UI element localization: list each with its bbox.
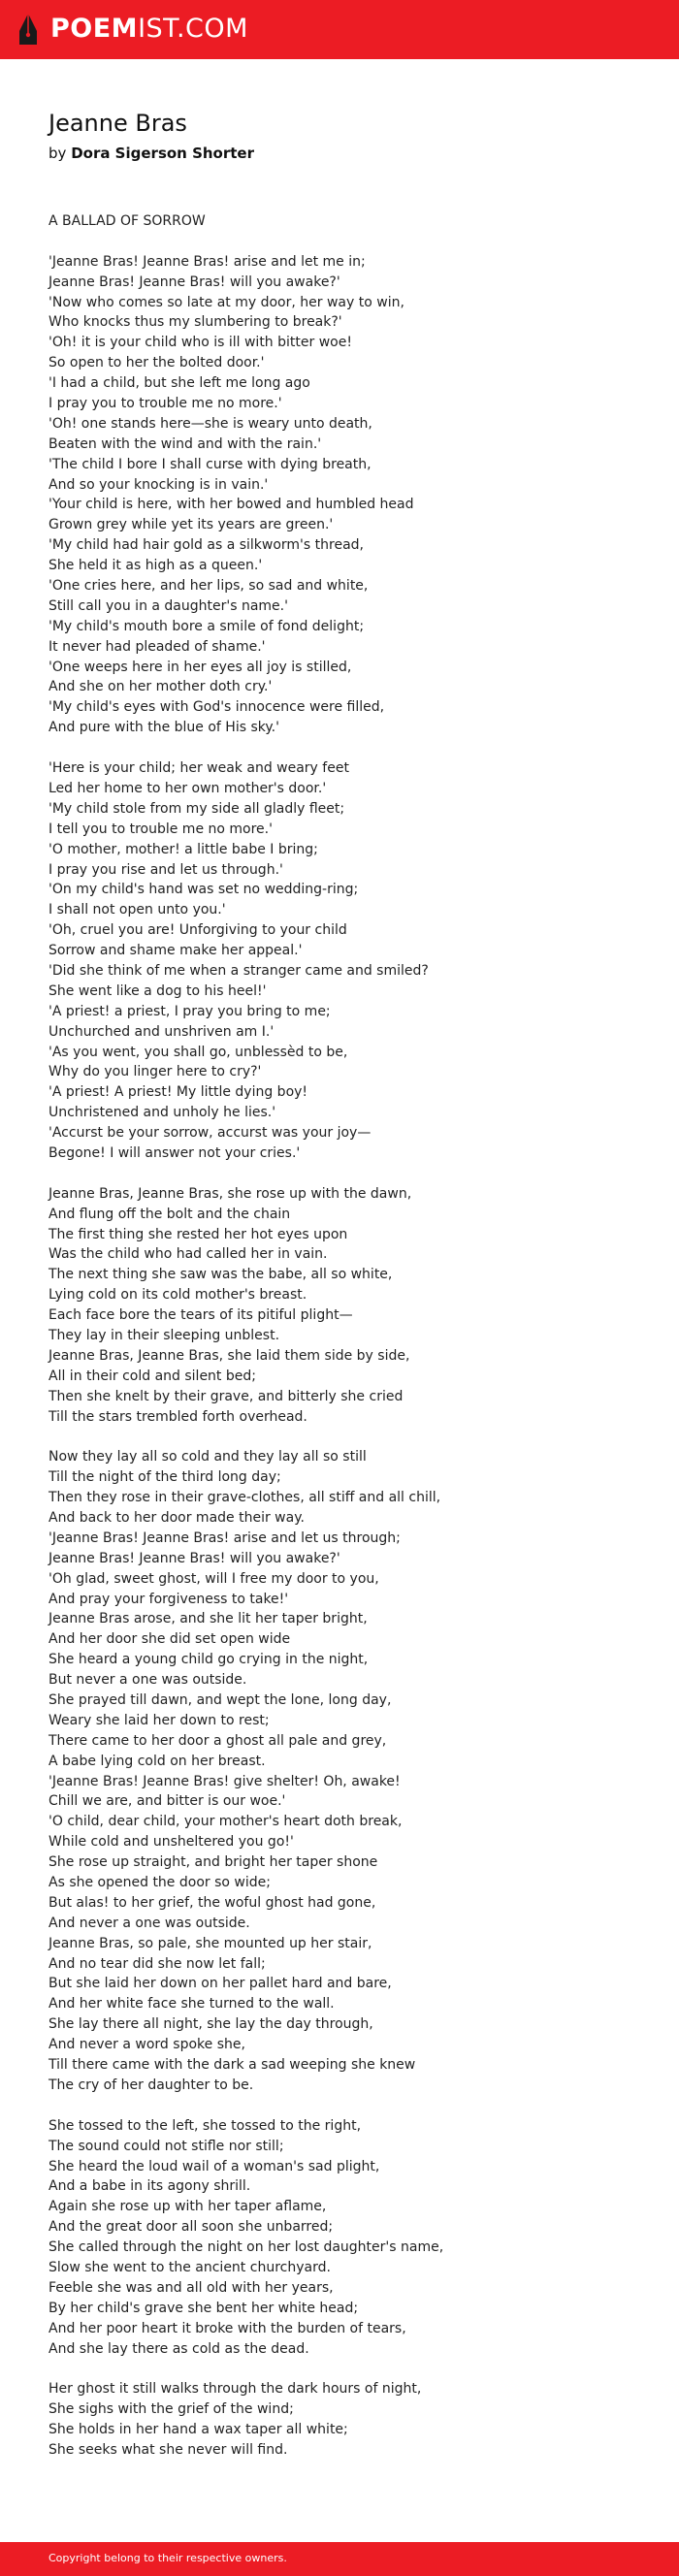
poem-line: As she opened the door so wide; xyxy=(48,1875,271,1891)
poem-line: Sorrow and shame make her appeal.' xyxy=(48,943,303,959)
poem-line: And her door she did set open wide xyxy=(48,1631,291,1648)
poem-line: Jeanne Bras, so pale, she mounted up her stair, xyxy=(48,1935,372,1951)
poem-line: I tell you to trouble me no more.' xyxy=(48,821,273,837)
poem-line: She lay there all night, she lay the day through, xyxy=(48,2016,373,2033)
poem-line: 'One cries here, and her lips, so sad and white, xyxy=(48,578,369,595)
poem-line: It never had pleaded of shame.' xyxy=(48,638,266,655)
poem-line: Chill we are, and bitter is our woe.' xyxy=(48,1793,286,1810)
poem-line: 'I had a child, but she left me long ago xyxy=(48,375,310,392)
poem-line: 'Oh! it is your child who is ill with bitter woe! xyxy=(48,335,352,351)
poem-line: While cold and unsheltered you go!' xyxy=(48,1834,294,1851)
poem-line: 'A priest! A priest! My little dying boy! xyxy=(48,1084,308,1101)
poem-line: A BALLAD OF SORROW xyxy=(48,213,206,229)
poem-line: I pray you rise and let us through.' xyxy=(48,861,283,878)
poem-line: 'Accurst be your sorrow, accurst was your joy— xyxy=(48,1125,372,1142)
site-logo[interactable] xyxy=(50,14,248,45)
poem-line: Till there came with the dark a sad weeping she knew xyxy=(48,2057,416,2074)
poem-line: But never a one was outside. xyxy=(48,1672,247,1689)
poem-line: And she on her mother doth cry.' xyxy=(48,679,273,695)
poem-line: Then she knelt by their grave, and bitterly she cried xyxy=(48,1388,404,1404)
poem-line: Till the night of the third long day; xyxy=(48,1469,281,1486)
poem-line: Till the stars trembled forth overhead. xyxy=(48,1408,307,1425)
poem-line: She prayed till dawn, and wept the lone, long day, xyxy=(48,1692,392,1709)
author-name: Dora Sigerson Shorter xyxy=(71,145,254,162)
poem-line: Grown grey while yet its years are green.' xyxy=(48,517,334,533)
poem-line: So open to her the bolted door.' xyxy=(48,355,265,371)
poem-line: And never a one was outside. xyxy=(48,1915,250,1931)
poem-line: Jeanne Bras, Jeanne Bras, she rose up with the dawn, xyxy=(48,1185,412,1202)
poem-line: Jeanne Bras! Jeanne Bras! will you awake?' xyxy=(48,1550,340,1566)
poem-line: And so your knocking is in vain.' xyxy=(48,476,269,493)
poem-line: And pure with the blue of His sky.' xyxy=(48,720,279,736)
poem-line: And flung off the bolt and the chain xyxy=(48,1206,291,1222)
poem-line: Why do you linger here to cry?' xyxy=(48,1064,262,1080)
poem-line: The first thing she rested her hot eyes upon xyxy=(48,1226,348,1242)
poem-line: 'My child's eyes with God's innocence were filled, xyxy=(48,699,385,716)
poem-body xyxy=(48,211,650,2461)
poem-line: And never a word spoke she, xyxy=(48,2037,245,2053)
poem-line: And pray your forgiveness to take!' xyxy=(48,1591,289,1607)
poem-line: She heard a young child go crying in the night, xyxy=(48,1652,369,1668)
poem-line: 'Oh! one stands here—she is weary unto death, xyxy=(48,415,372,432)
pen-nib-icon[interactable] xyxy=(17,12,39,48)
poem-line: But she laid her down on her pallet hard and bare, xyxy=(48,1976,392,1992)
poem-line: But alas! to her grief, the woful ghost had gone, xyxy=(48,1894,376,1911)
poem-line: By her child's grave she bent her white head; xyxy=(48,2300,359,2316)
poem-line: 'My child's mouth bore a smile of fond delight; xyxy=(48,618,365,634)
poem-line: She called through the night on her lost daughter's name, xyxy=(48,2239,444,2256)
poem-line: The sound could not stifle nor still; xyxy=(48,2138,284,2154)
poem-line: Was the child who had called her in vain. xyxy=(48,1246,328,1263)
stanza-break xyxy=(48,2359,650,2379)
poem-line: The cry of her daughter to be. xyxy=(48,2077,254,2093)
poem-title: Jeanne Bras xyxy=(48,110,187,137)
logo-light-text: IST.COM xyxy=(138,14,248,44)
poem-line: And no tear did she now let fall; xyxy=(48,1955,266,1972)
by-label: by xyxy=(48,145,67,162)
poem-line: She rose up straight, and bright her taper shone xyxy=(48,1854,378,1871)
byline xyxy=(48,144,254,163)
poem-line: All in their cold and silent bed; xyxy=(48,1368,256,1384)
poem-line: 'On my child's hand was set no wedding-ring; xyxy=(48,882,359,898)
poem-line: Who knocks thus my slumbering to break?' xyxy=(48,314,342,331)
poem-line: Weary she laid her down to rest; xyxy=(48,1712,270,1728)
stanza-break xyxy=(48,1427,650,1447)
poem-line: Begone! I will answer not your cries.' xyxy=(48,1144,301,1161)
poem-line: 'Jeanne Bras! Jeanne Bras! give shelter! Oh, awake! xyxy=(48,1773,401,1789)
poem-line: 'Your child is here, with her bowed and humbled head xyxy=(48,497,414,513)
poem-line: Beaten with the wind and with the rain.' xyxy=(48,435,322,452)
poem-line: 'My child stole from my side all gladly fleet; xyxy=(48,800,345,817)
poem-line: 'Oh, cruel you are! Unforgiving to your child xyxy=(48,922,347,939)
poem-line: Jeanne Bras arose, and she lit her taper bright, xyxy=(48,1611,368,1627)
site-header xyxy=(0,0,679,59)
stanza-break xyxy=(48,1164,650,1184)
poem-line: 'The child I bore I shall curse with dying breath, xyxy=(48,456,372,472)
poem-line: She seeks what she never will find. xyxy=(48,2441,288,2458)
poem-line: She holds in her hand a wax taper all white; xyxy=(48,2422,348,2438)
poem-line: The next thing she saw was the babe, all so white, xyxy=(48,1267,393,1283)
poem-line: She sighs with the grief of the wind; xyxy=(48,2401,294,2418)
stanza-break xyxy=(48,738,650,758)
poem-line: She went like a dog to his heel!' xyxy=(48,982,267,999)
poem-line: Each face bore the tears of its pitiful plight— xyxy=(48,1307,353,1324)
poem-line: 'Jeanne Bras! Jeanne Bras! arise and let me in; xyxy=(48,253,366,270)
poem-line: A babe lying cold on her breast. xyxy=(48,1753,266,1769)
site-footer xyxy=(0,2542,679,2576)
poem-line: 'O mother, mother! a little babe I bring; xyxy=(48,841,318,857)
stanza-break xyxy=(48,232,650,252)
poem-line: Her ghost it still walks through the dark hours of night, xyxy=(48,2381,422,2398)
poem-line: Jeanne Bras, Jeanne Bras, she laid them side by side, xyxy=(48,1347,410,1364)
poem-line: And her poor heart it broke with the burden of tears, xyxy=(48,2320,406,2336)
poem-line: 'Now who comes so late at my door, her way to win, xyxy=(48,294,404,310)
poem-line: There came to her door a ghost all pale and grey, xyxy=(48,1732,387,1749)
poem-line: 'Jeanne Bras! Jeanne Bras! arise and let us through; xyxy=(48,1530,401,1546)
poem-line: And she lay there as cold as the dead. xyxy=(48,2340,309,2357)
poem-line: She heard the loud wail of a woman's sad plight, xyxy=(48,2158,380,2174)
poem-line: And back to her door made their way. xyxy=(48,1510,305,1526)
poem-line: Lying cold on its cold mother's breast. xyxy=(48,1287,307,1304)
poem-line: 'O child, dear child, your mother's heart doth break, xyxy=(48,1814,403,1830)
poem-line: And a babe in its agony shrill. xyxy=(48,2178,251,2195)
poem-line: They lay in their sleeping unblest. xyxy=(48,1327,280,1343)
poem-line: 'Did she think of me when a stranger came and smiled? xyxy=(48,962,429,979)
poem-line: 'My child had hair gold as a silkworm's thread, xyxy=(48,537,364,554)
poem-line: And her white face she turned to the wall. xyxy=(48,1996,335,2012)
poem-line: Then they rose in their grave-clothes, all stiff and all chill, xyxy=(48,1490,441,1506)
poem-line: Feeble she was and all old with her years, xyxy=(48,2279,334,2296)
stanza-break xyxy=(48,2096,650,2116)
poem-line: Slow she went to the ancient churchyard. xyxy=(48,2259,331,2275)
poem-line: Unchristened and unholy he lies.' xyxy=(48,1105,276,1121)
poem-line: Led her home to her own mother's door.' xyxy=(48,780,327,796)
poem-line: I shall not open unto you.' xyxy=(48,902,226,918)
poem-line: Again she rose up with her taper aflame, xyxy=(48,2199,327,2215)
poem-line: Still call you in a daughter's name.' xyxy=(48,597,288,614)
poem-line: 'Oh glad, sweet ghost, will I free my door to you, xyxy=(48,1570,379,1587)
poem-line: She tossed to the left, she tossed to the right, xyxy=(48,2117,362,2134)
copyright-notice: Copyright belong to their respective owners. xyxy=(48,2552,287,2564)
poem-line: Now they lay all so cold and they lay all so still xyxy=(48,1449,367,1465)
poem-line: 'A priest! a priest, I pray you bring to me; xyxy=(48,1003,331,1019)
poem-line: 'As you went, you shall go, unblessèd to be, xyxy=(48,1044,348,1060)
poem-line: And the great door all soon she unbarred; xyxy=(48,2219,334,2236)
poem-line: Unchurched and unshriven am I.' xyxy=(48,1023,275,1040)
poem-line: She held it as high as a queen.' xyxy=(48,558,263,574)
poem-line: Jeanne Bras! Jeanne Bras! will you awake?' xyxy=(48,274,340,290)
poem-line: 'Here is your child; her weak and weary feet xyxy=(48,760,349,777)
poem-line: 'One weeps here in her eyes all joy is stilled, xyxy=(48,659,352,675)
poem-line: I pray you to trouble me no more.' xyxy=(48,396,282,412)
logo-bold-text: POEM xyxy=(50,14,139,44)
